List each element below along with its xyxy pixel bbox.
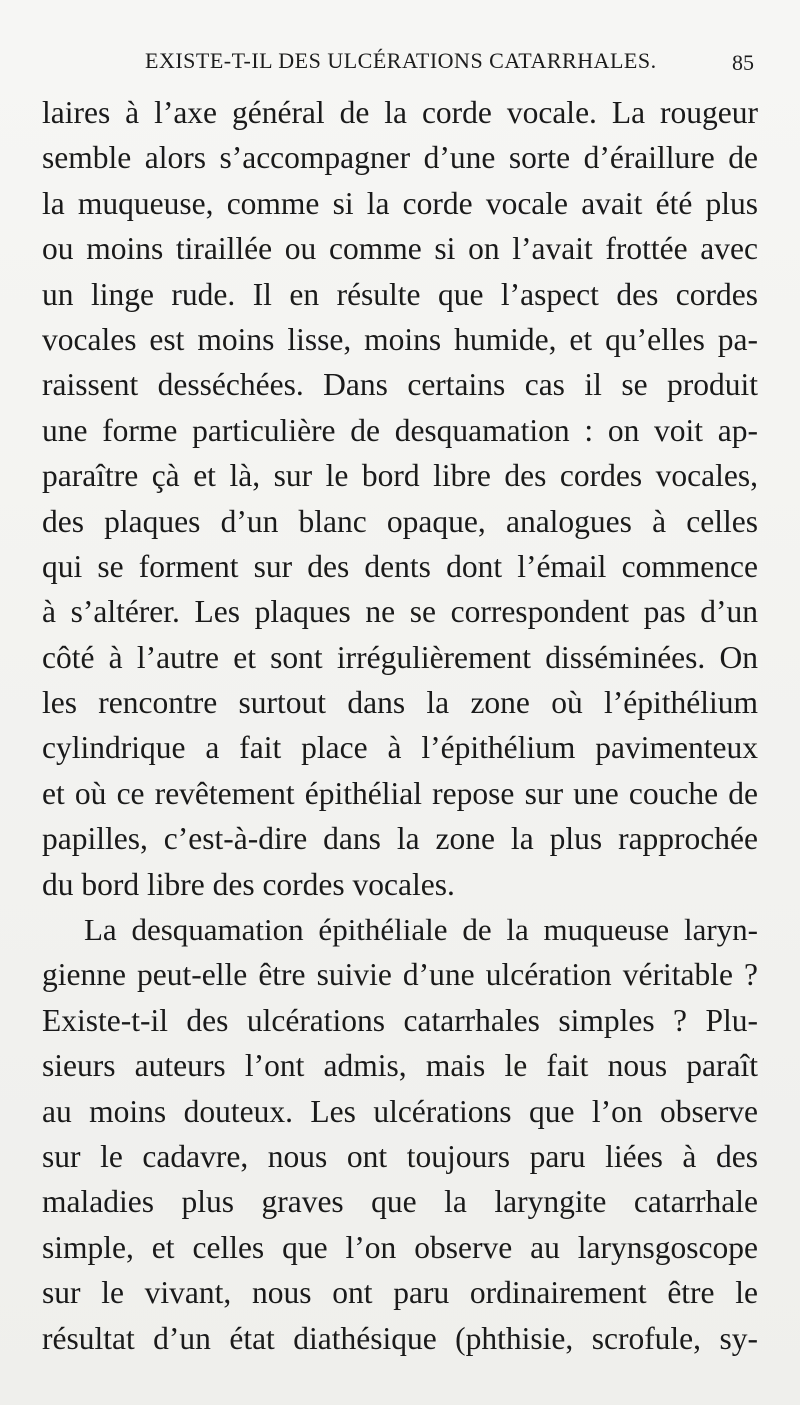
text-line: cylindrique a fait place à l’épithélium pavimenteux [42, 730, 758, 766]
text-line: simple, et celles que l’on observe au larynsgoscope [42, 1229, 758, 1265]
running-head-title: EXISTE-T-IL DES ULCÉRATIONS CATARRHALES. [145, 48, 657, 73]
text-line: sur le vivant, nous ont paru ordinairement être le [42, 1275, 758, 1311]
text-line: côté à l’autre et sont irrégulièrement disséminées. On [42, 639, 758, 675]
text-line: des plaques d’un blanc opaque, analogues à celles [42, 503, 758, 539]
text-line: La desquamation épithéliale de la muqueuse laryn- [84, 912, 758, 948]
text-line: papilles, c’est-à-dire dans la zone la plus rapprochée [42, 821, 758, 857]
text-line: Existe-t-il des ulcérations catarrhales simples ? Plu- [42, 1002, 758, 1038]
text-line: paraître çà et là, sur le bord libre des cordes vocales, [42, 458, 758, 494]
paragraph [42, 90, 758, 907]
text-line: semble alors s’accompagner d’une sorte d’éraillure de [42, 140, 758, 176]
text-line: une forme particulière de desquamation : on voit ap- [42, 412, 758, 448]
text-line: du bord libre des cordes vocales. [42, 866, 455, 902]
text-line: la muqueuse, comme si la corde vocale avait été plus [42, 185, 758, 221]
page-number: 85 [732, 50, 754, 75]
text-line: sur le cadavre, nous ont toujours paru liées à des [42, 1138, 758, 1174]
text-line: à s’altérer. Les plaques ne se correspondent pas d’un [42, 594, 758, 630]
text-line: vocales est moins lisse, moins humide, et qu’elles pa- [42, 321, 758, 357]
text-line: qui se forment sur des dents dont l’émail commence [42, 548, 758, 584]
body-text [42, 90, 758, 1361]
text-line: gienne peut-elle être suivie d’une ulcération véritable ? [42, 957, 758, 993]
text-line: maladies plus graves que la laryngite catarrhale [42, 1184, 758, 1220]
text-line: ou moins tiraillée ou comme si on l’avait frottée avec [42, 231, 758, 267]
text-line: les rencontre surtout dans la zone où l’épithélium [42, 685, 758, 721]
text-line: et où ce revêtement épithélial repose sur une couche de [42, 775, 758, 811]
running-head [0, 44, 800, 84]
text-line: laires à l’axe général de la corde vocale. La rougeur [42, 95, 758, 130]
text-line: un linge rude. Il en résulte que l’aspect des cordes [42, 276, 758, 312]
paragraph [42, 907, 758, 1361]
text-line: résultat d’un état diathésique (phthisie, scrofule, sy- [42, 1320, 758, 1356]
text-line: raissent desséchées. Dans certains cas il se produit [42, 367, 758, 403]
text-line: au moins douteux. Les ulcérations que l’on observe [42, 1093, 758, 1129]
text-line: sieurs auteurs l’ont admis, mais le fait nous paraît [42, 1048, 758, 1084]
